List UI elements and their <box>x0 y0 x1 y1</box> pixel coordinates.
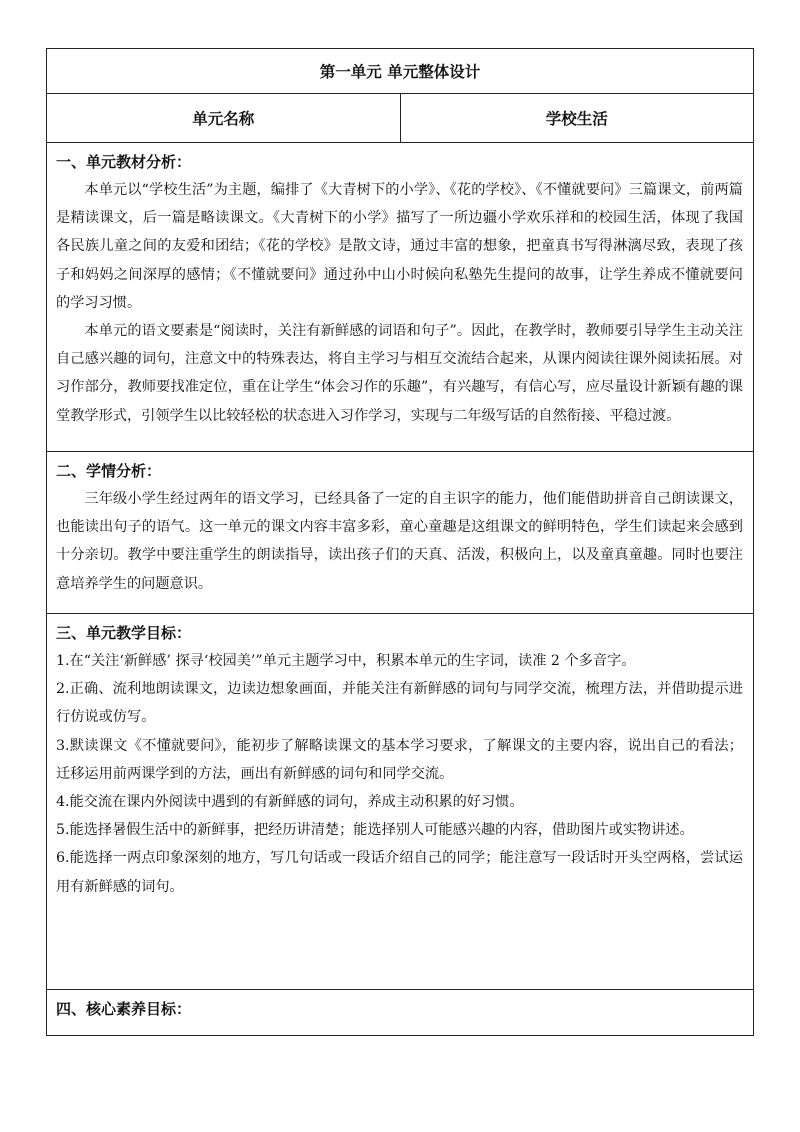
unit-name-label: 单元名称 <box>47 94 401 143</box>
goal-item: 6.能选择一两点印象深刻的地方，写几句话或一段话介绍自己的同学；能注意写一段话时开头空两格，尝试运用有新鲜感的词句。 <box>56 850 743 895</box>
paragraph: 三年级小学生经过两年的语文学习，已经具备了一定的自主识字的能力，他们能借助拼音自己朗读课文，也能读出句子的语气。这一单元的课文内容丰富多彩，童心童趣是这组课文的鲜明特色，学生们读起来会感到十分亲切。教学中要注重学生的朗读指导，读出孩子们的天真、活泼，积极向上，以及童真童趣。同时也要注意培养学生的问题意识。 <box>56 491 743 592</box>
section-heading: 四、核心素养目标： <box>56 1000 192 1018</box>
section-teaching-goals <box>47 614 754 990</box>
section-heading: 二、学情分析： <box>56 462 162 480</box>
goal-item: 4.能交流在课内外阅读中遇到的有新鲜感的词句，养成主动积累的好习惯。 <box>56 794 524 811</box>
section-heading: 三、单元教学目标： <box>56 624 192 642</box>
goal-item: 1.在“关注‘新鲜感’ 探寻‘校园美’”单元主题学习中，积累本单元的生字词，读准 2 个多音字。 <box>56 653 636 669</box>
unit-name-value: 学校生活 <box>400 94 754 143</box>
goal-item: 5.能选择暑假生活中的新鲜事，把经历讲清楚；能选择别人可能感兴趣的内容，借助图片或实物讲述。 <box>56 822 694 839</box>
section-learner-analysis <box>47 452 754 614</box>
goal-item: 2.正确、流利地朗读课文，边读边想象画面，并能关注有新鲜感的词句与同学交流，梳理方法，并借助提示进行仿说或仿写。 <box>56 681 743 726</box>
paragraph: 本单元的语文要素是“阅读时，关注有新鲜感的词语和句子”。因此，在教学时，教师要引导学生主动关注自己感兴趣的词句，注意文中的特殊表达，将自主学习与相互交流结合起来，从课内阅读往课外阅读拓展。对习作部分，教师要找准定位，重在让学生“体会习作的乐趣”，有兴趣写，有信心写，应尽量设计新颖有趣的课堂教学形式，引领学生以比较轻松的状态进入习作学习，实现与二年级写话的自然衔接、平稳过渡。 <box>56 323 743 424</box>
unit-design-table <box>46 48 754 1036</box>
section-core-literacy <box>47 990 754 1036</box>
paragraph: 本单元以“学校生活”为主题，编排了《大青树下的小学》、《花的学校》、《不懂就要问》三篇课文，前两篇是精读课文，后一篇是略读课文。《大青树下的小学》描写了一所边疆小学欢乐祥和的校园生活，体现了我国各民族儿童之间的友爱和团结；《花的学校》是散文诗，通过丰富的想象，把童真书写得淋漓尽致，表现了孩子和妈妈之间深厚的感情；《不懂就要问》通过孙中山小时候向私塾先生提问的故事，让学生养成不懂就要问的学习习惯。 <box>56 182 743 311</box>
goal-item: 3.默读课文《不懂就要问》，能初步了解略读课文的基本学习要求，了解课文的主要内容，说出自己的看法；迁移运用前两课学到的方法，画出有新鲜感的词句和同学交流。 <box>56 737 743 782</box>
section-material-analysis <box>47 143 754 452</box>
table-title: 第一单元 单元整体设计 <box>47 49 754 94</box>
section-heading: 一、单元教材分析： <box>56 153 192 171</box>
